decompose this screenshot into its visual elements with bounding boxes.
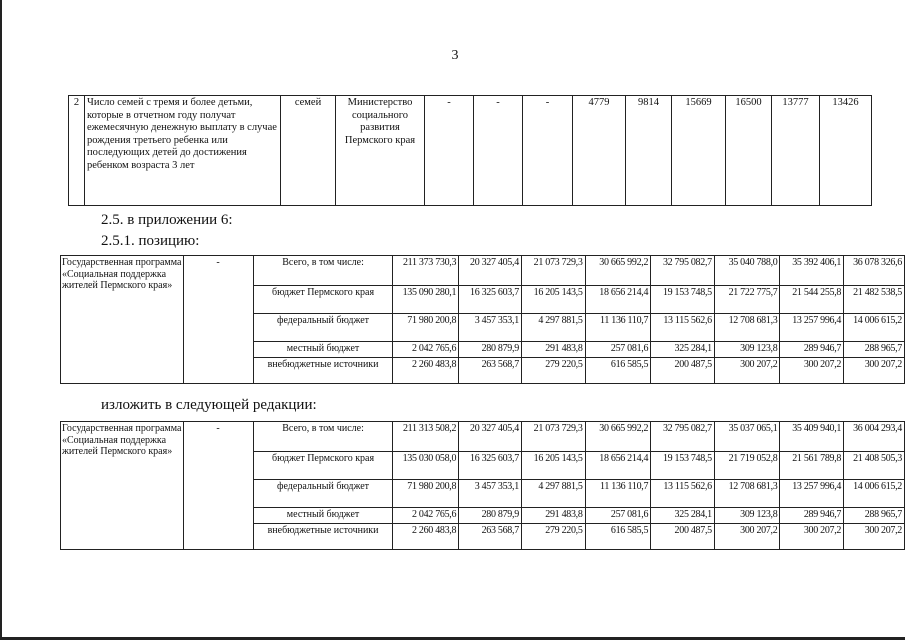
funding-source-label: федеральный бюджет: [253, 480, 393, 508]
indicator-value: 13777: [772, 96, 820, 206]
funding-value: 309 123,8: [714, 342, 780, 358]
program-name: Государственная программа «Социальная поддержка жителей Пермского края»: [61, 422, 184, 550]
funding-value: 21 073 729,3: [521, 256, 585, 286]
funding-source-label: внебюджетные источники: [253, 524, 393, 550]
program-name: Государственная программа «Социальная поддержка жителей Пермского края»: [61, 256, 184, 384]
funding-value: 16 205 143,5: [521, 286, 585, 314]
old-position-table: [60, 255, 905, 384]
edit-instruction-heading: изложить в следующей редакции:: [101, 397, 317, 413]
funding-value: 325 284,1: [651, 342, 715, 358]
page-number: 3: [451, 48, 459, 63]
funding-value: 13 257 996,4: [780, 314, 844, 342]
funding-value: 300 207,2: [714, 358, 780, 384]
funding-value: 300 207,2: [780, 524, 844, 550]
funding-value: 35 037 065,1: [714, 422, 780, 452]
funding-value: 300 207,2: [714, 524, 780, 550]
funding-value: 280 879,9: [459, 508, 522, 524]
funding-value: 309 123,8: [714, 508, 780, 524]
funding-value: 71 980 200,8: [393, 314, 459, 342]
funding-value: 616 585,5: [585, 358, 651, 384]
funding-value: 21 073 729,3: [521, 422, 585, 452]
funding-value: 3 457 353,1: [459, 314, 522, 342]
funding-value: 30 665 992,2: [585, 256, 651, 286]
funding-value: 280 879,9: [459, 342, 522, 358]
funding-source-label: федеральный бюджет: [253, 314, 393, 342]
funding-value: 300 207,2: [844, 524, 905, 550]
funding-source-label: Всего, в том числе:: [253, 256, 393, 286]
funding-value: 289 946,7: [780, 508, 844, 524]
indicator-value: 9814: [626, 96, 672, 206]
funding-value: 12 708 681,3: [714, 314, 780, 342]
funding-value: 14 006 615,2: [844, 480, 905, 508]
funding-value: 279 220,5: [521, 358, 585, 384]
funding-value: 291 483,8: [521, 508, 585, 524]
funding-value: 13 115 562,6: [651, 314, 715, 342]
funding-value: 21 482 538,5: [844, 286, 905, 314]
indicator-table: [68, 95, 872, 206]
section-heading-2-5: 2.5. в приложении 6:: [101, 212, 233, 228]
funding-source-label: бюджет Пермского края: [253, 452, 393, 480]
funding-value: 325 284,1: [651, 508, 715, 524]
funding-value: 35 040 788,0: [714, 256, 780, 286]
old-position-body: [61, 256, 905, 384]
funding-value: 2 260 483,8: [393, 524, 459, 550]
funding-value: 11 136 110,7: [585, 314, 651, 342]
funding-value: 300 207,2: [780, 358, 844, 384]
funding-value: 257 081,6: [585, 342, 651, 358]
funding-source-label: Всего, в том числе:: [253, 422, 393, 452]
funding-value: 135 030 058,0: [393, 452, 459, 480]
funding-row: [61, 422, 905, 452]
funding-value: 13 257 996,4: [780, 480, 844, 508]
funding-value: 3 457 353,1: [459, 480, 522, 508]
funding-value: 279 220,5: [521, 524, 585, 550]
funding-source-label: местный бюджет: [253, 342, 393, 358]
funding-value: 35 409 940,1: [780, 422, 844, 452]
funding-value: 288 965,7: [844, 508, 905, 524]
funding-value: 200 487,5: [651, 524, 715, 550]
indicator-value: 4779: [573, 96, 626, 206]
funding-value: 200 487,5: [651, 358, 715, 384]
funding-value: 13 115 562,6: [651, 480, 715, 508]
funding-value: 20 327 405,4: [459, 422, 522, 452]
funding-value: 30 665 992,2: [585, 422, 651, 452]
funding-value: 2 042 765,6: [393, 508, 459, 524]
funding-value: 11 136 110,7: [585, 480, 651, 508]
funding-value: 12 708 681,3: [714, 480, 780, 508]
funding-value: 257 081,6: [585, 508, 651, 524]
funding-row: [61, 256, 905, 286]
new-position-body: [61, 422, 905, 550]
funding-source-label: местный бюджет: [253, 508, 393, 524]
scan-left-edge: [0, 0, 2, 640]
funding-value: 32 795 082,7: [651, 256, 715, 286]
indicator-value: -: [523, 96, 573, 206]
funding-value: 36 078 326,6: [844, 256, 905, 286]
funding-value: 16 205 143,5: [521, 452, 585, 480]
funding-value: 135 090 280,1: [393, 286, 459, 314]
funding-value: 14 006 615,2: [844, 314, 905, 342]
funding-value: 21 561 789,8: [780, 452, 844, 480]
section-heading-2-5-1: 2.5.1. позицию:: [101, 233, 200, 249]
funding-value: 35 392 406,1: [780, 256, 844, 286]
responsible-dash: -: [183, 422, 253, 550]
funding-value: 263 568,7: [459, 358, 522, 384]
funding-value: 20 327 405,4: [459, 256, 522, 286]
funding-value: 21 408 505,3: [844, 452, 905, 480]
indicator-value: 13426: [820, 96, 872, 206]
funding-value: 300 207,2: [844, 358, 905, 384]
funding-value: 21 719 052,8: [714, 452, 780, 480]
funding-value: 2 260 483,8: [393, 358, 459, 384]
funding-value: 21 544 255,8: [780, 286, 844, 314]
new-position-table: [60, 421, 905, 550]
funding-value: 16 325 603,7: [459, 286, 522, 314]
funding-value: 616 585,5: [585, 524, 651, 550]
funding-value: 18 656 214,4: [585, 452, 651, 480]
funding-value: 291 483,8: [521, 342, 585, 358]
funding-value: 211 313 508,2: [393, 422, 459, 452]
funding-value: 4 297 881,5: [521, 314, 585, 342]
indicator-value: -: [474, 96, 523, 206]
indicator-row: [69, 96, 872, 206]
funding-value: 21 722 775,7: [714, 286, 780, 314]
funding-value: 19 153 748,5: [651, 452, 715, 480]
funding-value: 18 656 214,4: [585, 286, 651, 314]
funding-value: 36 004 293,4: [844, 422, 905, 452]
indicator-name: Число семей с тремя и более детьми, которые в отчетном году получат ежемесячную денежную выплату в случае рождения третьего ребенка или последующих детей до достижения ребенком возраста 3 лет: [85, 96, 281, 206]
indicator-unit: семей: [281, 96, 336, 206]
funding-source-label: внебюджетные источники: [253, 358, 393, 384]
funding-value: 211 373 730,3: [393, 256, 459, 286]
funding-value: 16 325 603,7: [459, 452, 522, 480]
funding-value: 4 297 881,5: [521, 480, 585, 508]
funding-value: 2 042 765,6: [393, 342, 459, 358]
responsible-dash: -: [183, 256, 253, 384]
indicator-ministry: Министерство социального развития Пермского края: [336, 96, 425, 206]
funding-source-label: бюджет Пермского края: [253, 286, 393, 314]
row-number: 2: [69, 96, 85, 206]
indicator-value: -: [425, 96, 474, 206]
funding-value: 32 795 082,7: [651, 422, 715, 452]
funding-value: 288 965,7: [844, 342, 905, 358]
funding-value: 263 568,7: [459, 524, 522, 550]
indicator-value: 16500: [726, 96, 772, 206]
funding-value: 71 980 200,8: [393, 480, 459, 508]
indicator-value: 15669: [672, 96, 726, 206]
funding-value: 19 153 748,5: [651, 286, 715, 314]
funding-value: 289 946,7: [780, 342, 844, 358]
